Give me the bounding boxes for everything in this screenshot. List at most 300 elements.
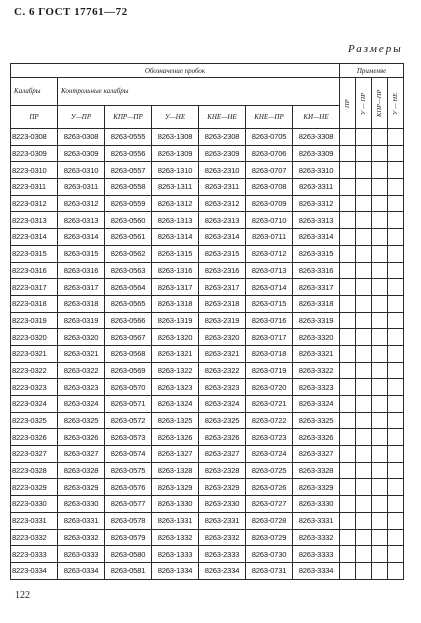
table-row bbox=[11, 429, 404, 446]
col-header-pr: ПР bbox=[11, 105, 58, 128]
table-cell: 8263-0325 bbox=[58, 412, 105, 429]
apply-cell bbox=[340, 379, 356, 396]
apply-cell bbox=[340, 262, 356, 279]
apply-cell bbox=[388, 512, 404, 529]
table-row bbox=[11, 512, 404, 529]
table-cell: 8263-3334 bbox=[293, 562, 340, 579]
table-cell: 8263-3320 bbox=[293, 329, 340, 346]
apply-cell bbox=[340, 446, 356, 463]
table-cell: 8223-0328 bbox=[11, 462, 58, 479]
apply-cell bbox=[388, 329, 404, 346]
table-row bbox=[11, 162, 404, 179]
table-cell: 8263-0573 bbox=[105, 429, 152, 446]
table-cell: 8223-0323 bbox=[11, 379, 58, 396]
table-cell: 8263-2332 bbox=[199, 529, 246, 546]
table-cell: 8263-0709 bbox=[246, 195, 293, 212]
apply-cell bbox=[372, 262, 388, 279]
table-cell: 8263-2326 bbox=[199, 429, 246, 446]
apply-cell bbox=[388, 446, 404, 463]
table-cell: 8263-2331 bbox=[199, 512, 246, 529]
apply-cell bbox=[340, 329, 356, 346]
apply-header-u-ne: У — НЕ bbox=[388, 78, 404, 129]
apply-cell bbox=[356, 562, 372, 579]
table-cell: 8263-0576 bbox=[105, 479, 152, 496]
table-cell: 8263-0313 bbox=[58, 212, 105, 229]
apply-cell bbox=[340, 496, 356, 513]
table-cell: 8263-0715 bbox=[246, 295, 293, 312]
col-header-kne-ne: КНЕ—НЕ bbox=[199, 105, 246, 128]
apply-cell bbox=[372, 446, 388, 463]
apply-cell bbox=[356, 145, 372, 162]
table-cell: 8263-1320 bbox=[152, 329, 199, 346]
table-row bbox=[11, 129, 404, 146]
table-cell: 8223-0325 bbox=[11, 412, 58, 429]
table-cell: 8263-3332 bbox=[293, 529, 340, 546]
table-cell: 8263-0577 bbox=[105, 496, 152, 513]
table-cell: 8263-3309 bbox=[293, 145, 340, 162]
table-cell: 8263-0561 bbox=[105, 229, 152, 246]
apply-cell bbox=[340, 279, 356, 296]
table-row bbox=[11, 562, 404, 579]
table-cell: 8223-0330 bbox=[11, 496, 58, 513]
header-group-right: Применяе bbox=[340, 64, 404, 78]
table-cell: 8263-0312 bbox=[58, 195, 105, 212]
table-cell: 8263-3312 bbox=[293, 195, 340, 212]
table-cell: 8263-0705 bbox=[246, 129, 293, 146]
table-cell: 8263-1333 bbox=[152, 546, 199, 563]
table-cell: 8223-0322 bbox=[11, 362, 58, 379]
table-cell: 8263-0730 bbox=[246, 546, 293, 563]
apply-cell bbox=[388, 479, 404, 496]
table-cell: 8263-2322 bbox=[199, 362, 246, 379]
table-cell: 8263-2310 bbox=[199, 162, 246, 179]
table-cell: 8263-2324 bbox=[199, 396, 246, 413]
apply-cell bbox=[388, 312, 404, 329]
dimensions-label: Размеры bbox=[348, 43, 403, 55]
table-cell: 8263-2329 bbox=[199, 479, 246, 496]
apply-cell bbox=[388, 295, 404, 312]
table-cell: 8223-0318 bbox=[11, 295, 58, 312]
table-cell: 8223-0317 bbox=[11, 279, 58, 296]
table-cell: 8263-2315 bbox=[199, 245, 246, 262]
table-cell: 8263-0318 bbox=[58, 295, 105, 312]
table-cell: 8263-1330 bbox=[152, 496, 199, 513]
table-cell: 8263-0716 bbox=[246, 312, 293, 329]
table-cell: 8223-0320 bbox=[11, 329, 58, 346]
table-cell: 8263-0725 bbox=[246, 462, 293, 479]
table-cell: 8263-2314 bbox=[199, 229, 246, 246]
table-row bbox=[11, 329, 404, 346]
apply-cell bbox=[356, 412, 372, 429]
table-cell: 8263-0326 bbox=[58, 429, 105, 446]
table-cell: 8263-1314 bbox=[152, 229, 199, 246]
table-cell: 8263-0324 bbox=[58, 396, 105, 413]
apply-cell bbox=[388, 529, 404, 546]
table-cell: 8263-0718 bbox=[246, 345, 293, 362]
apply-cell bbox=[356, 229, 372, 246]
table-cell: 8263-3322 bbox=[293, 362, 340, 379]
table-cell: 8263-0575 bbox=[105, 462, 152, 479]
table-cell: 8223-0310 bbox=[11, 162, 58, 179]
table-cell: 8263-0558 bbox=[105, 179, 152, 196]
apply-cell bbox=[340, 529, 356, 546]
table-cell: 8263-0564 bbox=[105, 279, 152, 296]
apply-cell bbox=[388, 229, 404, 246]
table-cell: 8223-0315 bbox=[11, 245, 58, 262]
table-cell: 8263-2317 bbox=[199, 279, 246, 296]
table-cell: 8263-3328 bbox=[293, 462, 340, 479]
table-cell: 8263-1313 bbox=[152, 212, 199, 229]
page-header: С. 6 ГОСТ 17761—72 bbox=[14, 6, 128, 18]
table-cell: 8223-0312 bbox=[11, 195, 58, 212]
table-cell: 8263-2325 bbox=[199, 412, 246, 429]
table-cell: 8263-1331 bbox=[152, 512, 199, 529]
apply-cell bbox=[372, 162, 388, 179]
apply-cell bbox=[388, 162, 404, 179]
table-row bbox=[11, 262, 404, 279]
apply-cell bbox=[372, 529, 388, 546]
col-header-u-pr: У—ПР bbox=[58, 105, 105, 128]
apply-cell bbox=[372, 496, 388, 513]
table-cell: 8263-3317 bbox=[293, 279, 340, 296]
table-row bbox=[11, 362, 404, 379]
apply-cell bbox=[356, 512, 372, 529]
apply-cell bbox=[340, 412, 356, 429]
table-cell: 8263-0311 bbox=[58, 179, 105, 196]
apply-cell bbox=[388, 412, 404, 429]
col-header-ki-ne: КИ—НЕ bbox=[293, 105, 340, 128]
table-cell: 8263-0712 bbox=[246, 245, 293, 262]
apply-cell bbox=[372, 429, 388, 446]
apply-cell bbox=[372, 129, 388, 146]
apply-cell bbox=[356, 446, 372, 463]
table-row bbox=[11, 212, 404, 229]
apply-cell bbox=[340, 129, 356, 146]
apply-cell bbox=[372, 512, 388, 529]
apply-header-kpr-pr: КПР—ПР bbox=[372, 78, 388, 129]
table-cell: 8263-0580 bbox=[105, 546, 152, 563]
apply-cell bbox=[388, 262, 404, 279]
apply-cell bbox=[340, 229, 356, 246]
table-body bbox=[11, 129, 404, 580]
table-cell: 8263-0570 bbox=[105, 379, 152, 396]
apply-cell bbox=[388, 379, 404, 396]
apply-cell bbox=[372, 329, 388, 346]
table-cell: 8223-0316 bbox=[11, 262, 58, 279]
table-cell: 8263-0728 bbox=[246, 512, 293, 529]
table-cell: 8263-1329 bbox=[152, 479, 199, 496]
table-cell: 8263-1328 bbox=[152, 462, 199, 479]
table-cell: 8263-0565 bbox=[105, 295, 152, 312]
table-cell: 8263-2320 bbox=[199, 329, 246, 346]
table-cell: 8263-1325 bbox=[152, 412, 199, 429]
table-cell: 8263-0562 bbox=[105, 245, 152, 262]
table-row bbox=[11, 529, 404, 546]
table-cell: 8263-0332 bbox=[58, 529, 105, 546]
table-cell: 8263-0559 bbox=[105, 195, 152, 212]
table-cell: 8263-2312 bbox=[199, 195, 246, 212]
table-cell: 8263-0723 bbox=[246, 429, 293, 446]
col-header-u-ne: У—НЕ bbox=[152, 105, 199, 128]
apply-cell bbox=[372, 379, 388, 396]
table-row bbox=[11, 496, 404, 513]
apply-cell bbox=[356, 195, 372, 212]
table-cell: 8263-0328 bbox=[58, 462, 105, 479]
table-cell: 8223-0329 bbox=[11, 479, 58, 496]
col-header-kpr-pr: КПР—ПР bbox=[105, 105, 152, 128]
table-cell: 8263-0579 bbox=[105, 529, 152, 546]
table-cell: 8263-3321 bbox=[293, 345, 340, 362]
apply-cell bbox=[340, 212, 356, 229]
table-cell: 8263-0731 bbox=[246, 562, 293, 579]
apply-cell bbox=[340, 245, 356, 262]
table-cell: 8263-1308 bbox=[152, 129, 199, 146]
table-cell: 8263-1324 bbox=[152, 396, 199, 413]
table-cell: 8263-0309 bbox=[58, 145, 105, 162]
apply-cell bbox=[356, 362, 372, 379]
table-cell: 8263-0557 bbox=[105, 162, 152, 179]
header-group-left: Обозначение пробок bbox=[11, 64, 340, 78]
table-cell: 8263-2313 bbox=[199, 212, 246, 229]
table-cell: 8223-0332 bbox=[11, 529, 58, 546]
table-cell: 8263-2334 bbox=[199, 562, 246, 579]
table-cell: 8263-3326 bbox=[293, 429, 340, 446]
apply-cell bbox=[388, 345, 404, 362]
apply-cell bbox=[388, 179, 404, 196]
apply-cell bbox=[356, 212, 372, 229]
table-cell: 8263-0323 bbox=[58, 379, 105, 396]
table-cell: 8263-3331 bbox=[293, 512, 340, 529]
table-row bbox=[11, 379, 404, 396]
apply-cell bbox=[356, 462, 372, 479]
apply-cell bbox=[372, 295, 388, 312]
apply-cell bbox=[340, 145, 356, 162]
table-cell: 8263-0727 bbox=[246, 496, 293, 513]
table-cell: 8263-0330 bbox=[58, 496, 105, 513]
table-cell: 8263-2316 bbox=[199, 262, 246, 279]
apply-cell bbox=[372, 145, 388, 162]
table-cell: 8263-2327 bbox=[199, 446, 246, 463]
table-cell: 8223-0334 bbox=[11, 562, 58, 579]
table-row bbox=[11, 446, 404, 463]
table-cell: 8263-0714 bbox=[246, 279, 293, 296]
table-cell: 8263-0322 bbox=[58, 362, 105, 379]
table-cell: 8263-0711 bbox=[246, 229, 293, 246]
table-cell: 8263-3308 bbox=[293, 129, 340, 146]
table-row bbox=[11, 179, 404, 196]
table-cell: 8263-2308 bbox=[199, 129, 246, 146]
apply-cell bbox=[356, 279, 372, 296]
apply-cell bbox=[372, 546, 388, 563]
table-cell: 8263-2309 bbox=[199, 145, 246, 162]
table-cell: 8263-2311 bbox=[199, 179, 246, 196]
apply-cell bbox=[356, 179, 372, 196]
apply-cell bbox=[388, 129, 404, 146]
table-cell: 8223-0327 bbox=[11, 446, 58, 463]
table-cell: 8263-3329 bbox=[293, 479, 340, 496]
table-cell: 8263-0320 bbox=[58, 329, 105, 346]
table-cell: 8263-0308 bbox=[58, 129, 105, 146]
apply-cell bbox=[356, 429, 372, 446]
table-cell: 8263-1311 bbox=[152, 179, 199, 196]
apply-cell bbox=[372, 412, 388, 429]
table-row bbox=[11, 229, 404, 246]
table-cell: 8223-0324 bbox=[11, 396, 58, 413]
table-cell: 8263-0729 bbox=[246, 529, 293, 546]
apply-cell bbox=[388, 396, 404, 413]
apply-cell bbox=[388, 145, 404, 162]
table-cell: 8263-0566 bbox=[105, 312, 152, 329]
table-cell: 8263-3324 bbox=[293, 396, 340, 413]
apply-cell bbox=[340, 195, 356, 212]
table-cell: 8263-0707 bbox=[246, 162, 293, 179]
table-cell: 8263-1334 bbox=[152, 562, 199, 579]
table-cell: 8263-2328 bbox=[199, 462, 246, 479]
table-cell: 8263-1317 bbox=[152, 279, 199, 296]
table-row bbox=[11, 479, 404, 496]
col-header-kne-pr: КНЕ—ПР bbox=[246, 105, 293, 128]
apply-cell bbox=[388, 546, 404, 563]
table-row bbox=[11, 279, 404, 296]
apply-cell bbox=[340, 546, 356, 563]
table-cell: 8263-0314 bbox=[58, 229, 105, 246]
apply-cell bbox=[388, 562, 404, 579]
apply-cell bbox=[356, 295, 372, 312]
table-cell: 8263-2318 bbox=[199, 295, 246, 312]
table-cell: 8263-0315 bbox=[58, 245, 105, 262]
table-cell: 8263-3316 bbox=[293, 262, 340, 279]
apply-cell bbox=[340, 462, 356, 479]
table-cell: 8223-0321 bbox=[11, 345, 58, 362]
table-row bbox=[11, 462, 404, 479]
table-cell: 8263-0574 bbox=[105, 446, 152, 463]
table-cell: 8263-0329 bbox=[58, 479, 105, 496]
apply-cell bbox=[356, 546, 372, 563]
table-row bbox=[11, 546, 404, 563]
apply-cell bbox=[388, 496, 404, 513]
apply-cell bbox=[340, 345, 356, 362]
table-cell: 8263-2330 bbox=[199, 496, 246, 513]
apply-cell bbox=[356, 312, 372, 329]
table-cell: 8263-0568 bbox=[105, 345, 152, 362]
header-kalibry: Калибры bbox=[11, 78, 58, 106]
table-cell: 8263-0581 bbox=[105, 562, 152, 579]
table-row bbox=[11, 245, 404, 262]
table-cell: 8263-1312 bbox=[152, 195, 199, 212]
apply-cell bbox=[356, 379, 372, 396]
table-cell: 8263-1309 bbox=[152, 145, 199, 162]
table-cell: 8263-0578 bbox=[105, 512, 152, 529]
apply-cell bbox=[372, 345, 388, 362]
table-cell: 8223-0311 bbox=[11, 179, 58, 196]
table-cell: 8263-1315 bbox=[152, 245, 199, 262]
table-cell: 8263-0720 bbox=[246, 379, 293, 396]
table-cell: 8263-3325 bbox=[293, 412, 340, 429]
table-row bbox=[11, 345, 404, 362]
table-cell: 8263-3333 bbox=[293, 546, 340, 563]
apply-cell bbox=[340, 179, 356, 196]
table-cell: 8263-0722 bbox=[246, 412, 293, 429]
table-cell: 8263-0560 bbox=[105, 212, 152, 229]
apply-cell bbox=[388, 212, 404, 229]
apply-header-pr: ПР bbox=[340, 78, 356, 129]
table-cell: 8263-0721 bbox=[246, 396, 293, 413]
table-cell: 8263-0327 bbox=[58, 446, 105, 463]
table-cell: 8263-1332 bbox=[152, 529, 199, 546]
apply-cell bbox=[340, 429, 356, 446]
apply-cell bbox=[340, 162, 356, 179]
apply-cell bbox=[372, 245, 388, 262]
table-cell: 8263-0717 bbox=[246, 329, 293, 346]
table-cell: 8263-0572 bbox=[105, 412, 152, 429]
table-cell: 8263-0321 bbox=[58, 345, 105, 362]
apply-cell bbox=[356, 396, 372, 413]
apply-cell bbox=[388, 429, 404, 446]
apply-cell bbox=[356, 262, 372, 279]
apply-cell bbox=[356, 479, 372, 496]
table-cell: 8223-0314 bbox=[11, 229, 58, 246]
table-cell: 8263-1327 bbox=[152, 446, 199, 463]
table-cell: 8263-0333 bbox=[58, 546, 105, 563]
apply-cell bbox=[388, 195, 404, 212]
apply-header-u-pr: У — ПР bbox=[356, 78, 372, 129]
table-cell: 8263-1323 bbox=[152, 379, 199, 396]
table-cell: 8223-0308 bbox=[11, 129, 58, 146]
table-cell: 8263-3310 bbox=[293, 162, 340, 179]
table-cell: 8263-3319 bbox=[293, 312, 340, 329]
table-cell: 8223-0309 bbox=[11, 145, 58, 162]
apply-cell bbox=[372, 396, 388, 413]
table-cell: 8263-0319 bbox=[58, 312, 105, 329]
table-cell: 8263-3318 bbox=[293, 295, 340, 312]
table-row bbox=[11, 396, 404, 413]
table-cell: 8263-0713 bbox=[246, 262, 293, 279]
table-cell: 8263-3330 bbox=[293, 496, 340, 513]
table-cell: 8263-0317 bbox=[58, 279, 105, 296]
table-cell: 8263-1316 bbox=[152, 262, 199, 279]
gauge-table bbox=[10, 63, 404, 580]
page-number: 122 bbox=[15, 590, 30, 601]
table-cell: 8263-0567 bbox=[105, 329, 152, 346]
table-cell: 8263-2319 bbox=[199, 312, 246, 329]
apply-cell bbox=[372, 562, 388, 579]
table-cell: 8223-0331 bbox=[11, 512, 58, 529]
apply-cell bbox=[388, 362, 404, 379]
apply-cell bbox=[340, 562, 356, 579]
table-cell: 8263-0331 bbox=[58, 512, 105, 529]
apply-cell bbox=[372, 195, 388, 212]
apply-cell bbox=[372, 362, 388, 379]
table-cell: 8263-0708 bbox=[246, 179, 293, 196]
table-cell: 8263-0334 bbox=[58, 562, 105, 579]
table-cell: 8263-1321 bbox=[152, 345, 199, 362]
apply-cell bbox=[372, 462, 388, 479]
apply-cell bbox=[356, 529, 372, 546]
table-cell: 8263-0555 bbox=[105, 129, 152, 146]
table-cell: 8263-0719 bbox=[246, 362, 293, 379]
table-row bbox=[11, 412, 404, 429]
apply-cell bbox=[356, 496, 372, 513]
table-cell: 8223-0333 bbox=[11, 546, 58, 563]
header-control-gauges: Контрольные калибры bbox=[58, 78, 340, 106]
table-cell: 8223-0319 bbox=[11, 312, 58, 329]
table-cell: 8223-0326 bbox=[11, 429, 58, 446]
table-cell: 8223-0313 bbox=[11, 212, 58, 229]
apply-cell bbox=[356, 345, 372, 362]
table-row bbox=[11, 312, 404, 329]
apply-cell bbox=[356, 129, 372, 146]
apply-cell bbox=[340, 295, 356, 312]
